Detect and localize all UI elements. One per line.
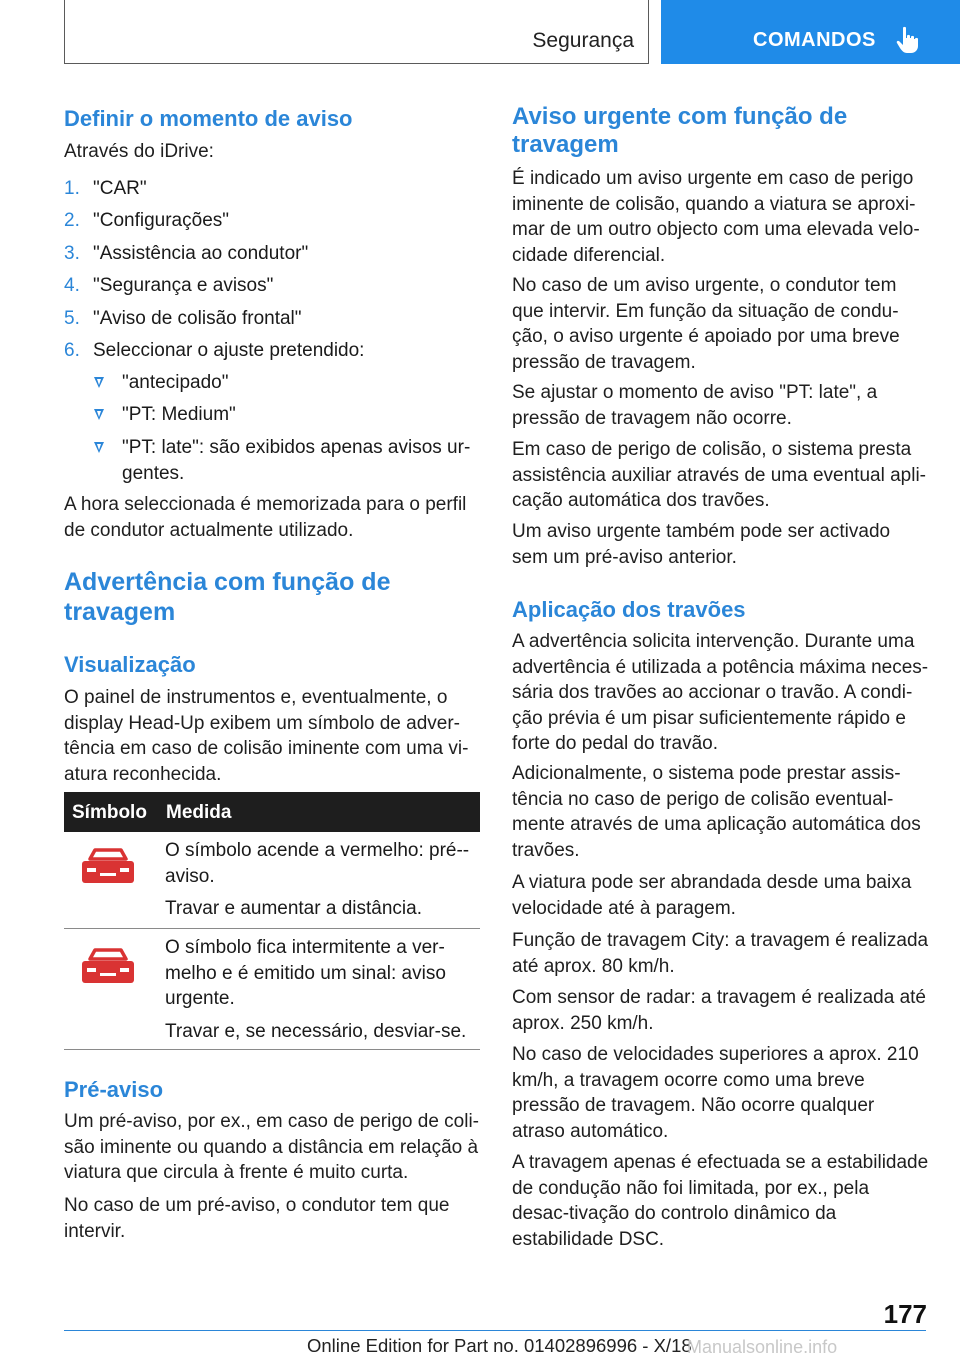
- header-section-tab: [64, 0, 649, 64]
- table-col-symbol: Símbolo: [72, 802, 147, 823]
- pointing-hand-icon: [895, 26, 921, 54]
- triangle-bullet-icon: [94, 409, 104, 420]
- option-text: "antecipado": [122, 372, 229, 393]
- heading-definir-momento: Definir o momento de aviso: [64, 106, 353, 131]
- memo-text: A hora seleccionada é memorizada para o perfil de condutor actualmente utilizado.: [64, 494, 467, 541]
- step-text: "CAR": [93, 178, 147, 199]
- step-number: 3.: [64, 243, 80, 264]
- brake-paragraph: Função de travagem City: a travagem é realizada até aprox. 80 km/h.: [512, 930, 929, 977]
- edition-text: Online Edition for Part no. 01402896996 - X/18: [307, 1335, 692, 1356]
- table-col-measure: Medida: [166, 802, 232, 823]
- car-flashing-warning-icon: [76, 947, 140, 987]
- header-section-title: Segurança: [532, 29, 634, 52]
- brake-paragraph: A advertência solicita intervenção. Durante uma advertência é utilizada a potência máxima neces-sária dos travões ao accionar o travão. A condi-ção prévia é um pisar suficientemente rápido e forte do pedal do travão.: [512, 631, 929, 754]
- brake-paragraph: A travagem apenas é efectuada se a estabilidade de condução não foi limitada, por ex., pela desac-tivação do controlo dinâmico da estabilidade DSC.: [512, 1152, 929, 1250]
- option-item: [64, 435, 480, 487]
- table-row: [64, 832, 480, 928]
- triangle-bullet-icon: [94, 442, 104, 453]
- heading-aviso-urgente: Aviso urgente com função de travagem: [512, 103, 848, 158]
- header-chapter-tab: [661, 0, 960, 64]
- step-text: "Aviso de colisão frontal": [93, 308, 302, 329]
- step-number: 2.: [64, 210, 80, 231]
- measure-text: Travar e aumentar a distância.: [165, 898, 422, 919]
- step-number: 1.: [64, 178, 80, 199]
- brake-paragraph: Adicionalmente, o sistema pode prestar assis-tência no caso de perigo de colisão eventual-mente através de uma aplicação automática dos travões.: [512, 763, 921, 861]
- urgent-paragraph: Um aviso urgente também pode ser activado sem um pré-aviso anterior.: [512, 521, 891, 568]
- car-warning-icon: [76, 847, 140, 887]
- table-header: [64, 792, 480, 832]
- steps-list: [64, 176, 480, 336]
- step-text: Seleccionar o ajuste pretendido:: [93, 340, 365, 361]
- pre-text-1: Um pré-aviso, por ex., em caso de perigo de coli-são iminente ou quando a distância em relação à viatura que circula à frente é muito curta.: [64, 1111, 480, 1183]
- table-divider: [64, 1049, 480, 1050]
- measure-text: O símbolo fica intermitente a ver-melho e é emitido um sinal: aviso urgente.: [165, 937, 446, 1009]
- brake-paragraph: No caso de velocidades superiores a aprox. 210 km/h, a travagem ocorre como uma breve pressão de travagem. Não ocorre qualquer atraso automático.: [512, 1044, 919, 1142]
- pre-text-2: No caso de um pré-aviso, o condutor tem que intervir.: [64, 1195, 450, 1242]
- page-number: 177: [883, 1299, 927, 1329]
- step-number: 4.: [64, 275, 80, 296]
- heading-pre-aviso: Pré-aviso: [64, 1077, 164, 1102]
- option-text: "PT: Medium": [122, 404, 236, 425]
- step-number: 5.: [64, 308, 80, 329]
- urgent-paragraph: Em caso de perigo de colisão, o sistema presta assistência auxiliar através de uma eventual apli-cação automática dos travões.: [512, 439, 926, 511]
- footer-divider: [64, 1330, 926, 1331]
- urgent-paragraph: No caso de um aviso urgente, o condutor tem que intervir. Em função da situação de condu-ção, o aviso urgente é apoiado por uma breve pressão de travagem.: [512, 275, 900, 373]
- measure-text: O símbolo acende a vermelho: pré--aviso.: [165, 840, 470, 887]
- urgent-paragraph: É indicado um aviso urgente em caso de perigo iminente de colisão, quando a viatura se aproxi-mar de um outro objecto com uma elevada velo-cidade diferencial.: [512, 168, 920, 266]
- heading-aplicacao-travoes: Aplicação dos travões: [512, 597, 746, 622]
- step-number: 6.: [64, 340, 80, 361]
- intro-text: Através do iDrive:: [64, 141, 214, 162]
- step-text: "Assistência ao condutor": [93, 243, 309, 264]
- table-row: [64, 929, 480, 1049]
- measure-text: Travar e, se necessário, desviar-se.: [165, 1021, 467, 1042]
- step-text: "Configurações": [93, 210, 230, 231]
- brake-paragraph: A viatura pode ser abrandada desde uma baixa velocidade até à paragem.: [512, 872, 912, 919]
- triangle-bullet-icon: [94, 377, 104, 388]
- heading-visualizacao: Visualização: [64, 652, 196, 677]
- step-text: "Segurança e avisos": [93, 275, 274, 296]
- heading-advertencia: Advertência com função de travagem: [64, 568, 391, 626]
- urgent-paragraph: Se ajustar o momento de aviso "PT: late", a pressão de travagem não ocorre.: [512, 382, 878, 429]
- brake-paragraph: Com sensor de radar: a travagem é realizada até aprox. 250 km/h.: [512, 987, 926, 1034]
- watermark: Manualsonline.info: [687, 1337, 838, 1357]
- visual-text: O painel de instrumentos e, eventualmente, o display Head-Up exibem um símbolo de adver-tência em caso de colisão iminente com uma vi-atura reconhecida.: [64, 687, 469, 785]
- option-text: "PT: late": são exibidos apenas avisos ur-gentes.: [122, 437, 471, 484]
- header-chapter-title: COMANDOS: [753, 29, 876, 51]
